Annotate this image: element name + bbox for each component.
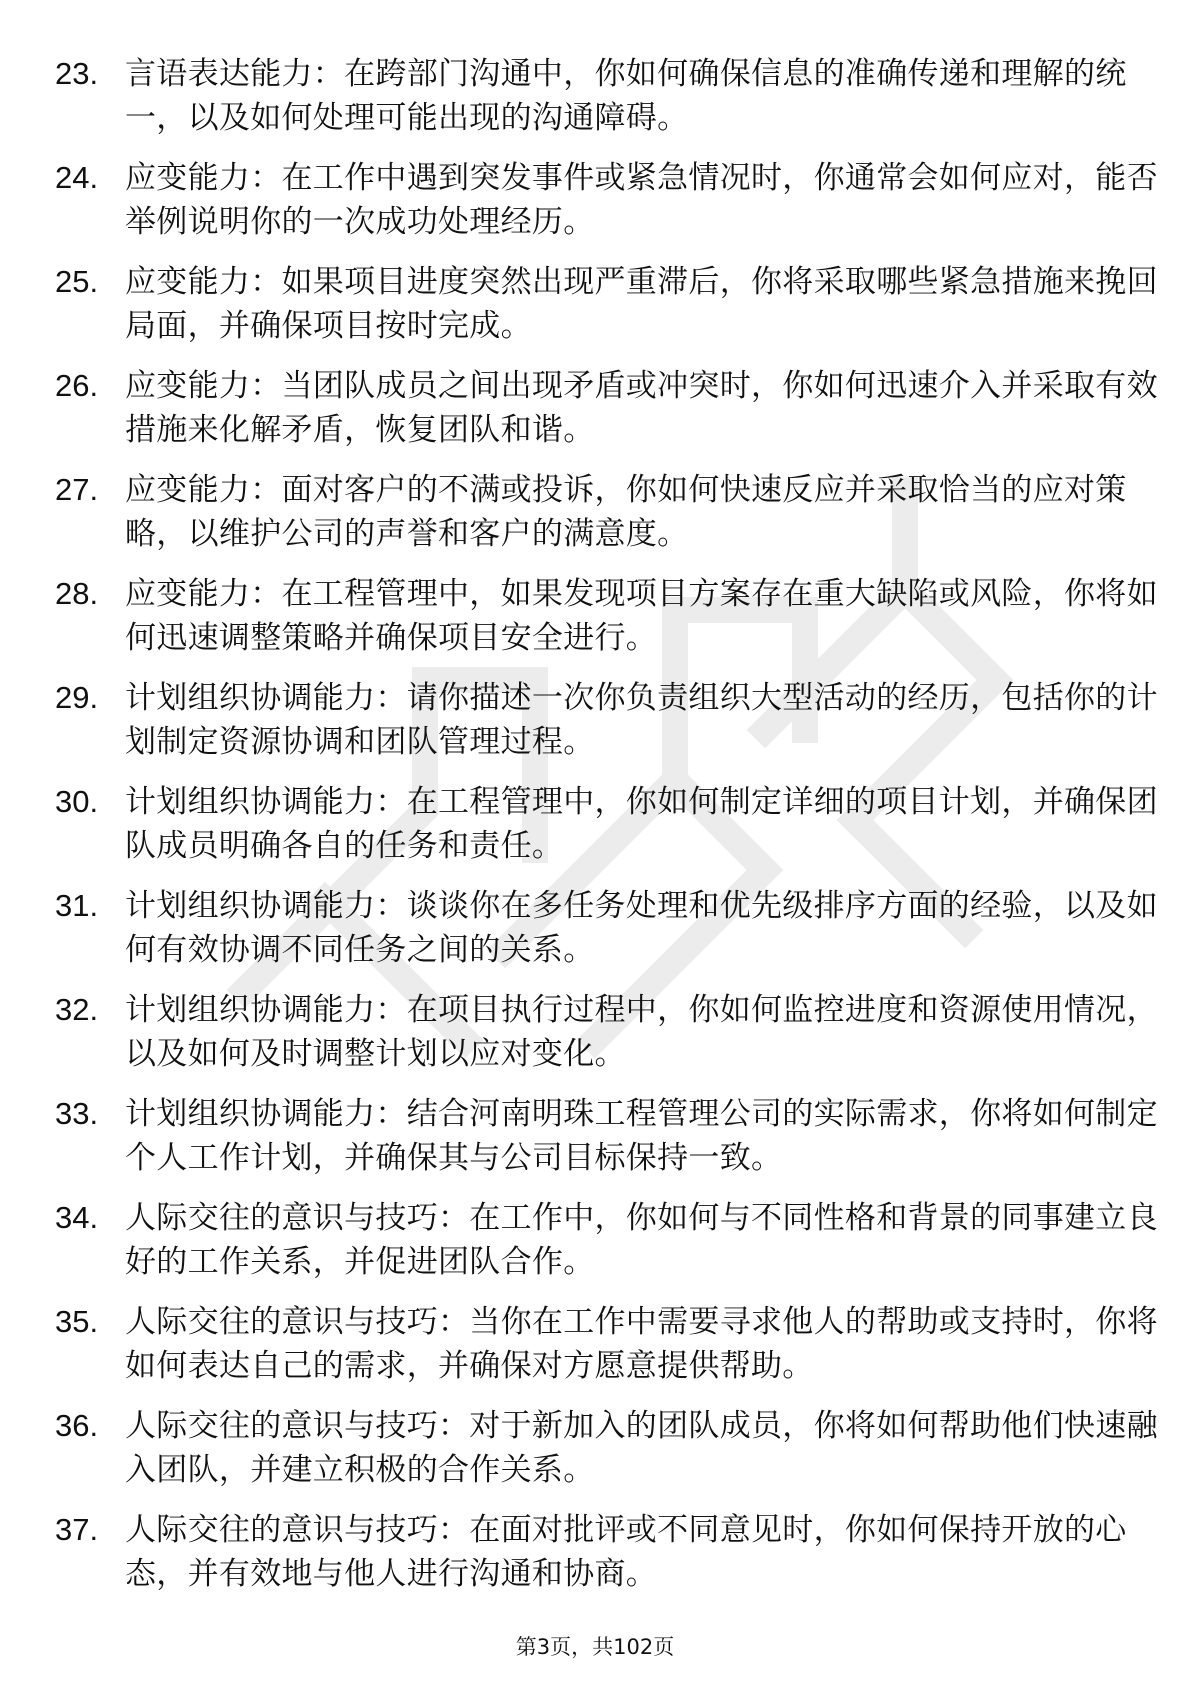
question-item: [55, 52, 1127, 156]
question-text: 计划组织协调能力：在项目执行过程中，你如何监控进度和资源使用情况，以及如何及时调整计划以应对变化。: [125, 992, 1158, 1072]
question-number: 24.: [55, 160, 99, 195]
question-number: 31.: [55, 888, 99, 923]
question-item: [55, 1508, 1127, 1612]
question-number: 34.: [55, 1200, 99, 1235]
question-item: [55, 884, 1158, 988]
question-item: [55, 156, 1158, 260]
question-item: [55, 364, 1158, 468]
question-item: [55, 1092, 1158, 1196]
page-footer: 第3页，共102页: [515, 1635, 675, 1659]
question-number: 25.: [55, 264, 99, 299]
question-text: 计划组织协调能力：结合河南明珠工程管理公司的实际需求，你将如何制定个人工作计划，并确保其与公司目标保持一致。: [125, 1096, 1158, 1176]
question-list: [55, 52, 1158, 1612]
question-number: 27.: [55, 472, 99, 507]
question-item: [55, 1300, 1158, 1404]
question-number: 33.: [55, 1096, 99, 1131]
question-text: 计划组织协调能力：谈谈你在多任务处理和优先级排序方面的经验，以及如何有效协调不同任务之间的关系。: [125, 888, 1158, 968]
question-text: 计划组织协调能力：在工程管理中，你如何制定详细的项目计划，并确保团队成员明确各自的任务和责任。: [125, 784, 1158, 864]
question-item: [55, 780, 1158, 884]
question-number: 29.: [55, 680, 99, 715]
question-text: 应变能力：如果项目进度突然出现严重滞后，你将采取哪些紧急措施来挽回局面，并确保项目按时完成。: [125, 264, 1158, 344]
question-item: [55, 676, 1158, 780]
question-text: 言语表达能力：在跨部门沟通中，你如何确保信息的准确传递和理解的统一，以及如何处理可能出现的沟通障碍。: [125, 56, 1127, 136]
question-number: 30.: [55, 784, 99, 819]
question-number: 36.: [55, 1408, 99, 1443]
question-text: 计划组织协调能力：请你描述一次你负责组织大型活动的经历，包括你的计划制定资源协调和团队管理过程。: [125, 680, 1158, 760]
question-item: [55, 260, 1158, 364]
question-number: 28.: [55, 576, 99, 611]
question-item: [55, 468, 1127, 572]
question-item: [55, 988, 1158, 1092]
question-item: [55, 1196, 1158, 1300]
question-number: 35.: [55, 1304, 99, 1339]
question-text: 人际交往的意识与技巧：当你在工作中需要寻求他人的帮助或支持时，你将如何表达自己的需求，并确保对方愿意提供帮助。: [125, 1304, 1158, 1384]
question-item: [55, 1404, 1158, 1508]
question-text: 人际交往的意识与技巧：对于新加入的团队成员，你将如何帮助他们快速融入团队，并建立积极的合作关系。: [125, 1408, 1158, 1488]
question-number: 23.: [55, 56, 99, 91]
question-item: [55, 572, 1158, 676]
question-text: 人际交往的意识与技巧：在工作中，你如何与不同性格和背景的同事建立良好的工作关系，并促进团队合作。: [125, 1200, 1158, 1280]
question-text: 应变能力：在工作中遇到突发事件或紧急情况时，你通常会如何应对，能否举例说明你的一次成功处理经历。: [125, 160, 1158, 240]
question-number: 32.: [55, 992, 99, 1027]
question-text: 应变能力：在工程管理中，如果发现项目方案存在重大缺陷或风险，你将如何迅速调整策略并确保项目安全进行。: [125, 576, 1158, 656]
question-number: 37.: [55, 1512, 99, 1547]
question-text: 人际交往的意识与技巧：在面对批评或不同意见时，你如何保持开放的心态，并有效地与他人进行沟通和协商。: [125, 1512, 1127, 1592]
question-text: 应变能力：当团队成员之间出现矛盾或冲突时，你如何迅速介入并采取有效措施来化解矛盾，恢复团队和谐。: [125, 368, 1158, 448]
question-text: 应变能力：面对客户的不满或投诉，你如何快速反应并采取恰当的应对策略，以维护公司的声誉和客户的满意度。: [125, 472, 1127, 552]
question-number: 26.: [55, 368, 99, 403]
